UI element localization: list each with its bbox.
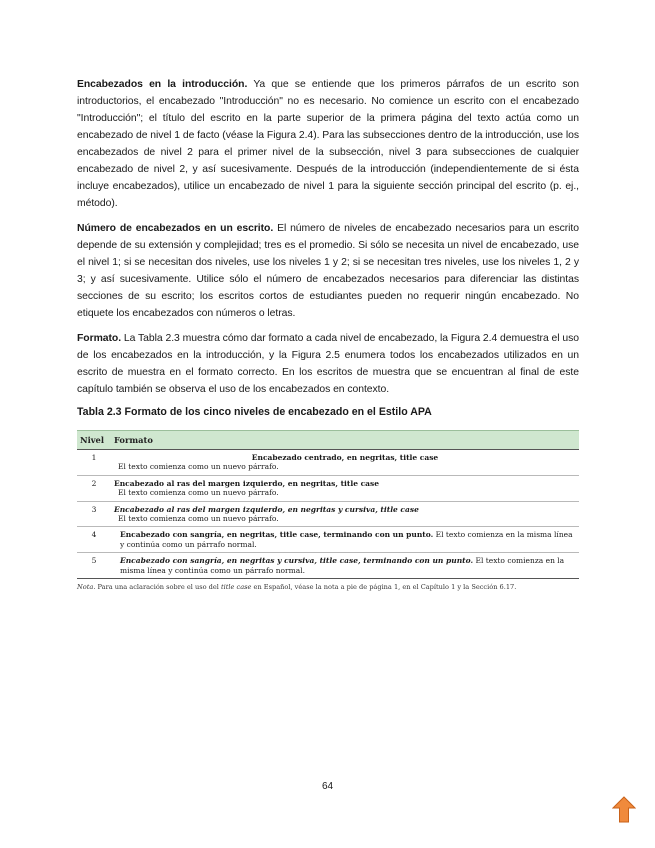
level-heading-example: Encabezado al ras del margen izquierdo, en negritas y cursiva, title case [114,504,419,514]
up-arrow-icon[interactable] [612,796,636,823]
level-body-example: El texto comienza como un nuevo párrafo. [118,462,279,472]
level-cell: 1 [77,450,111,476]
table-note [77,583,579,591]
format-cell [111,553,579,579]
table-row [77,527,579,553]
paragraph-text: El número de niveles de encabezado necesarios para un escrito depende de su extensión y complejidad; tres es el promedio. Si sólo se necesita un nivel de encabezado, use el nivel 1; si se necesitan dos niveles, use los niveles 1 y 2; si se necesitan tres niveles, use los niveles 1, 2 y 3; y así sucesivamente. Utilice sólo el número de encabezados necesarios para diferenciar las distintas secciones de su escrito; los escritos cortos de estudiantes pueden no requerir ningún encabezado. No etiquete los encabezados con números o letras. [77,223,579,319]
table-row [77,501,579,527]
note-text-end: en Español, véase la nota a pie de página 1, en el Capítulo 1 y la Sección 6.17. [251,583,517,592]
format-cell [111,475,579,501]
table-row [77,450,579,476]
level-cell: 2 [77,475,111,501]
level-heading-example: Encabezado con sangría, en negritas y cursiva, title case, terminando con un punto. [120,556,474,566]
level-cell: 3 [77,501,111,527]
level-heading-inline [114,530,576,549]
level-heading-example: Encabezado al ras del margen izquierdo, en negritas, title case [114,478,380,488]
table-row [77,553,579,579]
level-heading-example: Encabezado con sangría, en negritas, title case, terminando con un punto. [120,530,434,540]
table-header-row [77,431,579,450]
heading-format-table [77,430,579,579]
table-row [77,475,579,501]
paragraph-lead: Encabezados en la introducción. [77,79,248,90]
format-cell [111,501,579,527]
level-cell: 5 [77,553,111,579]
paragraph-text: Ya que se entiende que los primeros párrafos de un escrito son introductorios, el encabezado "Introducción" no es necesario. No comience un escrito con el encabezado "Introducción"; el título del escrito en la parte superior de la primera página del texto actúa como un encabezado de nivel 1 de facto (véase la Figura 2.4). Para las subsecciones dentro de la introducción, use los encabezados de nivel 2 para el primer nivel de la subsección, nivel 3 para subsecciones de cualquier encabezado de nivel 2, y así sucesivamente. Después de la introducción (independientemente de si ésta incluye encabezados), utilice un encabezado de nivel 1 para la siguiente sección principal del escrito (p. ej., método). [77,79,579,209]
level-body-example: El texto comienza en la misma línea y continúa como un párrafo normal. [120,530,573,549]
paragraph-lead: Número de encabezados en un escrito. [77,223,274,234]
table-title: Tabla 2.3 Formato de los cinco niveles de encabezado en el Estilo APA [77,406,432,418]
level-body-example: El texto comienza como un nuevo párrafo. [118,488,279,498]
level-cell: 4 [77,527,111,553]
note-text-italic: title case [221,583,252,592]
format-cell [111,450,579,476]
column-header-format: Formato [111,431,579,450]
paragraph-introduction-headings [77,76,579,212]
page-number: 64 [321,781,334,792]
note-label: Nota. [77,583,96,592]
level-body-example: El texto comienza en la misma línea y continúa como un párrafo normal. [120,556,565,575]
paragraph-text: La Tabla 2.3 muestra cómo dar formato a cada nivel de encabezado, la Figura 2.4 demuestra el uso de los encabezados en la introducción, y la Figura 2.5 enumera todos los encabezados utilizados en un escrito de muestra en el formato correcto. En los escritos de muestra que se encuentran al final de este capítulo también se observa el uso de los encabezados en contexto. [77,333,579,395]
paragraph-lead: Formato. [77,333,122,344]
note-text-start: Para una aclaración sobre el uso del [95,583,222,592]
paragraph-format [77,330,579,398]
format-cell [111,527,579,553]
document-page [77,76,579,591]
level-heading-example: Encabezado centrado, en negritas, title case [251,453,439,462]
level-body-example: El texto comienza como un nuevo párrafo. [118,514,279,524]
level-heading-inline [114,556,576,575]
paragraph-number-of-headings [77,220,579,322]
column-header-level: Nivel [77,431,111,450]
